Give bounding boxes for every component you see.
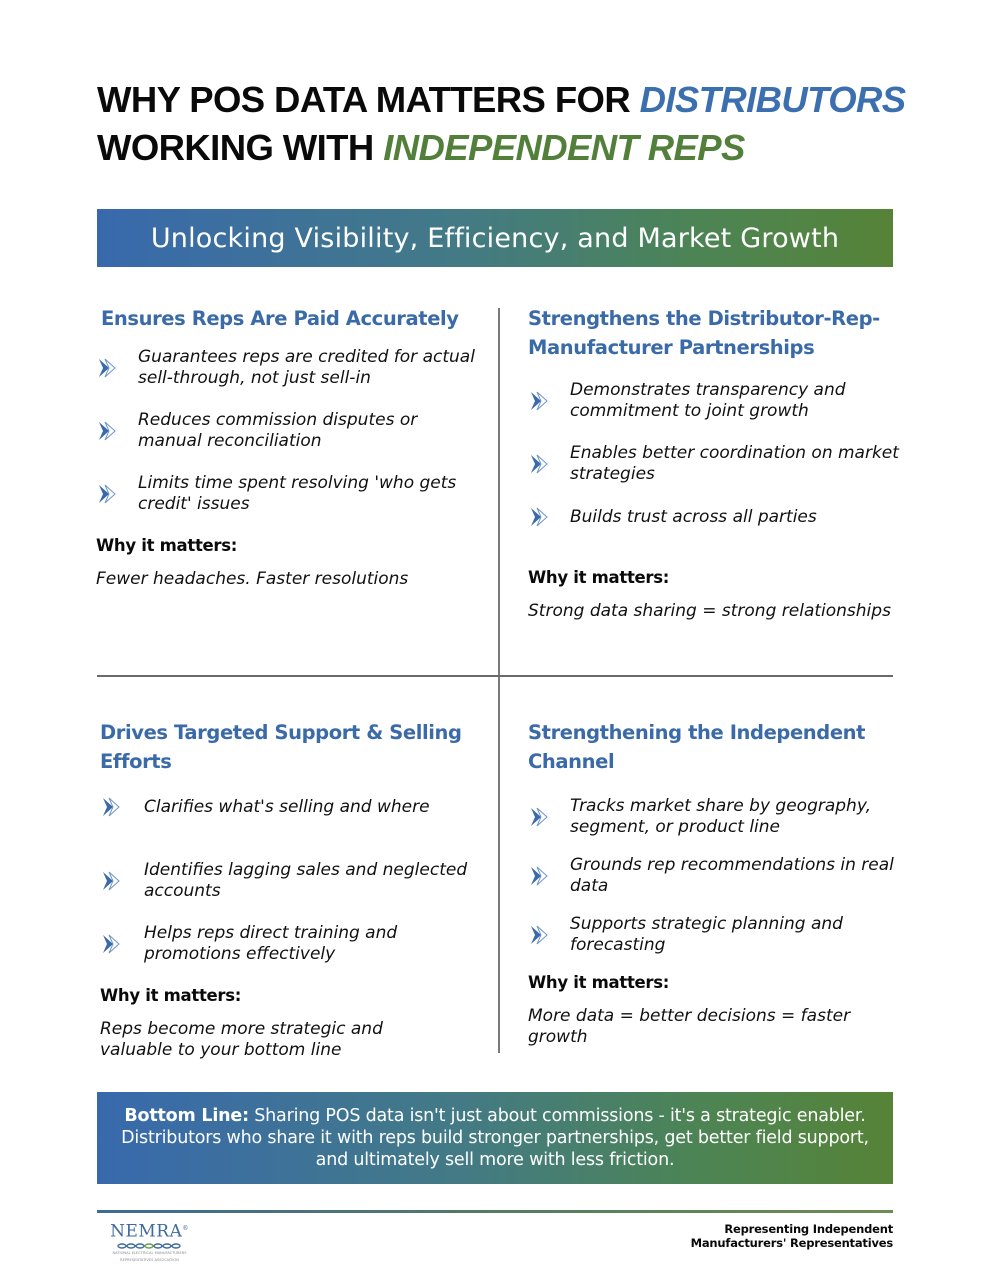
double-chevron-right-icon — [96, 420, 122, 442]
section-heading: Strengthening the Independent Channel — [528, 721, 866, 773]
bottom-line-label: Bottom Line: — [124, 1106, 249, 1126]
logo-subtitle-line1: NATIONAL ELECTRICAL MANUFACTURERS — [112, 1250, 187, 1255]
list-item-text: Builds trust across all parties — [570, 506, 817, 527]
double-chevron-right-icon — [96, 357, 122, 379]
section-heading: Drives Targeted Support & Selling Efforts — [100, 721, 462, 773]
double-chevron-right-icon — [528, 924, 554, 946]
banner-subtitle: Unlocking Visibility, Efficiency, and Market Growth — [150, 222, 840, 254]
footer-tagline — [691, 1222, 893, 1250]
list-item — [100, 796, 480, 818]
list-item-text: Tracks market share by geography, segment, or product line — [570, 796, 871, 837]
why-it-matters-text: More data = better decisions = faster growth — [528, 1006, 851, 1047]
why-it-matters-label: Why it matters: — [100, 986, 242, 1005]
double-chevron-right-icon — [528, 453, 554, 475]
list-item — [96, 473, 476, 515]
list-item — [528, 796, 908, 838]
list-item — [96, 347, 476, 389]
nemra-logo — [102, 1220, 197, 1265]
list-item — [100, 923, 480, 965]
why-it-matters-label: Why it matters: — [96, 536, 238, 555]
double-chevron-right-icon — [528, 390, 554, 412]
double-chevron-right-icon — [100, 870, 126, 892]
logo-wordmark — [102, 1220, 197, 1241]
why-it-matters-label: Why it matters: — [528, 973, 670, 992]
horizontal-divider — [97, 675, 893, 677]
list-item-text: Guarantees reps are credited for actual sell-through, not just sell-in — [138, 347, 475, 388]
double-chevron-right-icon — [528, 865, 554, 887]
double-chevron-right-icon — [100, 796, 126, 818]
section-partnerships — [528, 304, 908, 622]
list-item-text: Supports strategic planning and forecasting — [570, 914, 843, 955]
list-item-text: Reduces commission disputes or manual reconciliation — [138, 410, 418, 451]
vertical-divider — [498, 308, 500, 1053]
section-targeted-support — [100, 718, 480, 1061]
tagline-line1: Representing Independent — [724, 1222, 893, 1236]
why-it-matters-text: Reps become more strategic and valuable to your bottom line — [100, 1019, 383, 1060]
list-item — [528, 855, 908, 897]
section-independent-channel — [528, 718, 908, 1048]
list-item — [528, 506, 908, 528]
title-line2-plain: WORKING WITH — [97, 127, 384, 168]
double-chevron-right-icon — [100, 933, 126, 955]
bottom-line-text: Sharing POS data isn't just about commissions - it's a strategic enabler. Distributors who share it with reps build stronger partnerships, get better field support, and ultimately sell more with less friction. — [121, 1106, 869, 1170]
list-item-text: Limits time spent resolving 'who gets credit' issues — [138, 473, 457, 514]
logo-registered-mark: ® — [182, 1225, 189, 1232]
list-item — [528, 380, 908, 422]
page-title — [97, 76, 917, 172]
bullet-list — [100, 796, 480, 965]
section-heading: Strengthens the Distributor-Rep-Manufacturer Partnerships — [528, 307, 880, 359]
list-item-text: Demonstrates transparency and commitment to joint growth — [570, 380, 846, 421]
bottom-line-paragraph — [119, 1105, 871, 1171]
why-it-matters-label: Why it matters: — [528, 568, 670, 587]
double-chevron-right-icon — [528, 506, 554, 528]
list-item — [96, 410, 476, 452]
list-item-text: Clarifies what's selling and where — [144, 796, 430, 817]
list-item-text: Grounds rep recommendations in real data — [570, 855, 894, 896]
list-item-text: Identifies lagging sales and neglected accounts — [144, 860, 468, 901]
bullet-list — [96, 347, 476, 515]
title-line1-plain: WHY POS DATA MATTERS FOR — [97, 79, 640, 120]
footer-divider — [97, 1210, 893, 1213]
chain-links-icon — [117, 1243, 183, 1249]
list-item-text: Enables better coordination on market strategies — [570, 443, 899, 484]
list-item — [100, 860, 480, 902]
subtitle-banner — [97, 209, 893, 267]
double-chevron-right-icon — [96, 483, 122, 505]
why-it-matters-text: Fewer headaches. Faster resolutions — [96, 569, 409, 589]
title-line1-emphasis: DISTRIBUTORS — [639, 79, 906, 120]
why-it-matters-text: Strong data sharing = strong relationships — [528, 601, 891, 621]
list-item — [528, 443, 908, 485]
bottom-line-box — [97, 1092, 893, 1184]
bullet-list — [528, 380, 908, 528]
logo-subtitle-line2: REPRESENTATIVES ASSOCIATION — [120, 1257, 179, 1262]
title-line2-emphasis: INDEPENDENT REPS — [383, 127, 745, 168]
tagline-line2: Manufacturers' Representatives — [690, 1236, 893, 1250]
list-item-text: Helps reps direct training and promotions effectively — [144, 923, 398, 964]
bullet-list — [528, 796, 908, 956]
double-chevron-right-icon — [528, 806, 554, 828]
logo-name: NEMRA — [110, 1221, 183, 1242]
section-paid-accurately — [96, 304, 476, 590]
section-heading: Ensures Reps Are Paid Accurately — [101, 307, 459, 330]
list-item — [528, 914, 908, 956]
